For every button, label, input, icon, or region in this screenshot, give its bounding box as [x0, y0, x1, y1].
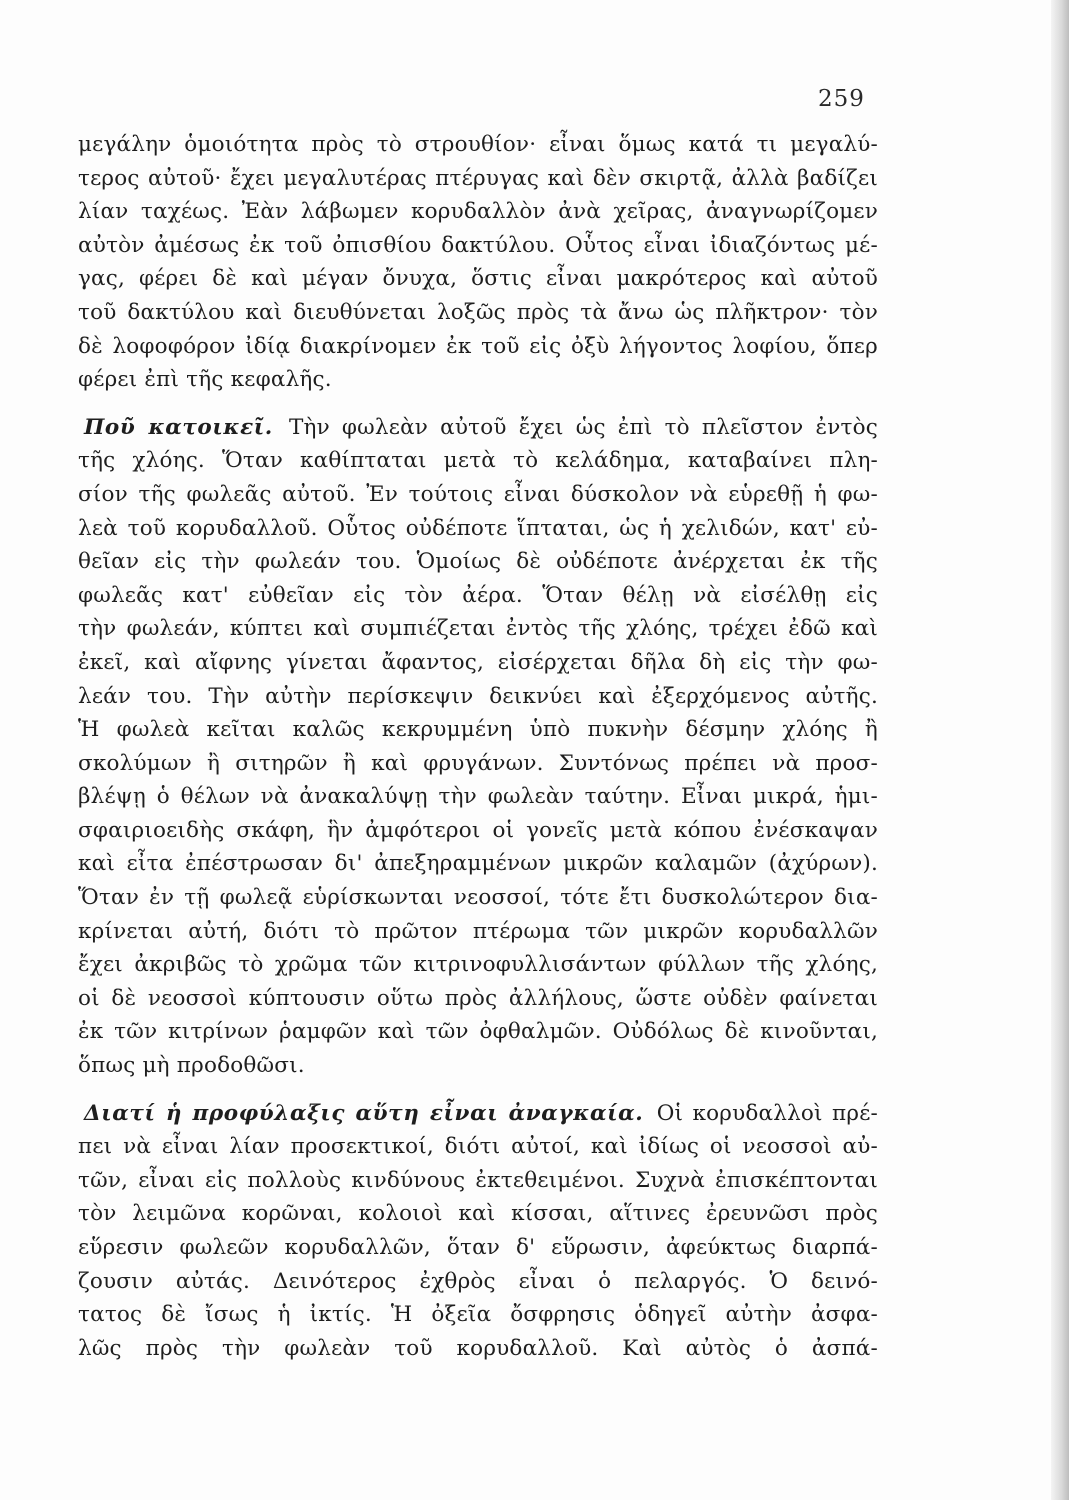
text-line: ἐκεῖ, καὶ αἴφνης γίνεται ἄφαντος, εἰσέρχεται δῆλα δὴ εἰς τὴν φω-	[78, 649, 878, 675]
text-line: τῶν, εἶναι εἰς πολλοὺς κινδύνους ἐκτεθειμένοι. Συχνὰ ἐπισκέπτονται	[78, 1167, 878, 1193]
text-line: τατος δὲ ἴσως ἡ ἰκτίς. Ἡ ὀξεῖα ὄσφρησις ὁδηγεῖ αὐτὴν ἀσφα-	[78, 1302, 878, 1328]
text-line: τοῦ δακτύλου καὶ διευθύνεται λοξῶς πρὸς τὰ ἄνω ὡς πλῆκτρον· τὸν	[78, 299, 878, 325]
text-line: Ὅταν ἐν τῇ φωλεᾷ εὑρίσκωνται νεοσσοί, τότε ἔτι δυσκολώτερον δια-	[78, 885, 878, 911]
text-line: τῆς χλόης. Ὅταν καθίπταται μετὰ τὸ κελάδημα, καταβαίνει πλη-	[78, 448, 878, 474]
text-line: λίαν ταχέως. Ἐὰν λάβωμεν κορυδαλλὸν ἀνὰ χεῖρας, ἀναγνωρίζομεν	[78, 199, 878, 225]
section-heading-habitat: Ποῦ κατοικεῖ.	[84, 414, 273, 440]
paragraph-1	[78, 128, 878, 397]
text-line: πει νὰ εἶναι λίαν προσεκτικοί, διότι αὐτοί, καὶ ἰδίως οἱ νεοσσοὶ αὐ-	[78, 1134, 878, 1160]
text-line: τὴν φωλεάν, κύπτει καὶ συμπιέζεται ἐντὸς τῆς χλόης, τρέχει ἐδῶ καὶ	[78, 616, 878, 642]
section-heading-protection: Διατί ἡ προφύλαξις αὕτη εἶναι ἀναγκαία.	[84, 1100, 644, 1126]
text-line: λεὰ τοῦ κορυδαλλοῦ. Οὗτος οὐδέποτε ἵπταται, ὡς ἡ χελιδών, κατ' εὐ-	[78, 515, 878, 541]
text-line: λῶς πρὸς τὴν φωλεὰν τοῦ κορυδαλλοῦ. Καὶ αὐτὸς ὁ ἀσπά-	[78, 1335, 878, 1361]
page-number: 259	[818, 86, 865, 112]
paragraph-gap	[78, 397, 878, 411]
text-line: τὸν λειμῶνα κορῶναι, κολοιοὶ καὶ κίσσαι, αἵτινες ἐρευνῶσι πρὸς	[78, 1201, 878, 1227]
text-line: μεγάλην ὁμοιότητα πρὸς τὸ στρουθίον· εἶναι ὅμως κατά τι μεγαλύ-	[78, 132, 878, 157]
text-line: Ἡ φωλεὰ κεῖται καλῶς κεκρυμμένη ὑπὸ πυκνὴν δέσμην χλόης ἢ	[78, 717, 878, 743]
text-line: δὲ λοφοφόρον ἰδίᾳ διακρίνομεν ἐκ τοῦ εἰς ὀξὺ λήγοντος λοφίου, ὅπερ	[78, 333, 878, 359]
paragraph-gap	[78, 1083, 878, 1097]
text-line: φέρει ἐπὶ τῆς κεφαλῆς.	[78, 367, 332, 393]
heading-line-text: Τὴν φωλεὰν αὐτοῦ ἔχει ὡς ἐπὶ τὸ πλεῖστον ἐντὸς	[288, 414, 878, 440]
text-line: θεῖαν εἰς τὴν φωλεάν του. Ὁμοίως δὲ οὐδέποτε ἀνέρχεται ἐκ τῆς	[78, 549, 878, 575]
page-body	[78, 128, 878, 1365]
text-line: σφαιριοειδὴς σκάφη, ἣν ἀμφότεροι οἱ γονεῖς μετὰ κόπου ἐνέσκαψαν	[78, 817, 878, 843]
text-line	[78, 1097, 878, 1131]
text-line: λεάν του. Τὴν αὐτὴν περίσκεψιν δεικνύει καὶ ἐξερχόμενος αὐτῆς.	[78, 683, 878, 709]
text-line: αὐτὸν ἀμέσως ἐκ τοῦ ὀπισθίου δακτύλου. Οὗτος εἶναι ἰδιαζόντως μέ-	[78, 232, 878, 258]
text-line: καὶ εἶτα ἐπέστρωσαν δι' ἀπεξηραμμένων μικρῶν καλαμῶν (ἀχύρων).	[78, 851, 878, 877]
text-line: οἱ δὲ νεοσσοὶ κύπτουσιν οὕτω πρὸς ἀλλήλους, ὥστε οὐδὲν φαίνεται	[78, 985, 878, 1011]
heading-line-text: Οἱ κορυδαλλοὶ πρέ-	[656, 1100, 878, 1126]
text-line: ἐκ τῶν κιτρίνων ῥαμφῶν καὶ τῶν ὀφθαλμῶν. Οὐδόλως δὲ κινοῦνται,	[78, 1019, 878, 1045]
text-line: ζουσιν αὐτάς. Δεινότερος ἐχθρὸς εἶναι ὁ πελαργός. Ὁ δεινό-	[78, 1268, 878, 1294]
text-line: ὅπως μὴ προδοθῶσι.	[78, 1053, 305, 1079]
text-line: γας, φέρει δὲ καὶ μέγαν ὄνυχα, ὅστις εἶναι μακρότερος καὶ αὐτοῦ	[78, 266, 878, 292]
text-line	[78, 411, 878, 445]
paragraph-3	[78, 1097, 878, 1366]
text-line: σκολύμων ἢ σιτηρῶν ἢ καὶ φρυγάνων. Συντόνως πρέπει νὰ προσ-	[78, 750, 878, 776]
text-line: εὕρεσιν φωλεῶν κορυδαλλῶν, ὅταν δ' εὕρωσιν, ἀφεύκτως διαρπά-	[78, 1235, 878, 1260]
text-line: τερος αὐτοῦ· ἔχει μεγαλυτέρας πτέρυγας καὶ δὲν σκιρτᾷ, ἀλλὰ βαδίζει	[78, 165, 878, 191]
page-edge-shadow	[1051, 0, 1069, 1500]
paragraph-2	[78, 411, 878, 1083]
text-line: ἔχει ἀκριβῶς τὸ χρῶμα τῶν κιτρινοφυλλισάντων φύλλων τῆς χλόης,	[78, 952, 878, 978]
text-line: βλέψῃ ὁ θέλων νὰ ἀνακαλύψῃ τὴν φωλεὰν ταύτην. Εἶναι μικρά, ἡμι-	[78, 784, 878, 810]
text-line: σίον τῆς φωλεᾶς αὐτοῦ. Ἐν τούτοις εἶναι δύσκολον νὰ εὑρεθῇ ἡ φω-	[78, 481, 878, 507]
text-line: φωλεᾶς κατ' εὐθεῖαν εἰς τὸν ἀέρα. Ὅταν θέλῃ νὰ εἰσέλθῃ εἰς	[78, 582, 878, 608]
text-line: κρίνεται αὐτή, διότι τὸ πρῶτον πτέρωμα τῶν μικρῶν κορυδαλλῶν	[78, 918, 878, 944]
